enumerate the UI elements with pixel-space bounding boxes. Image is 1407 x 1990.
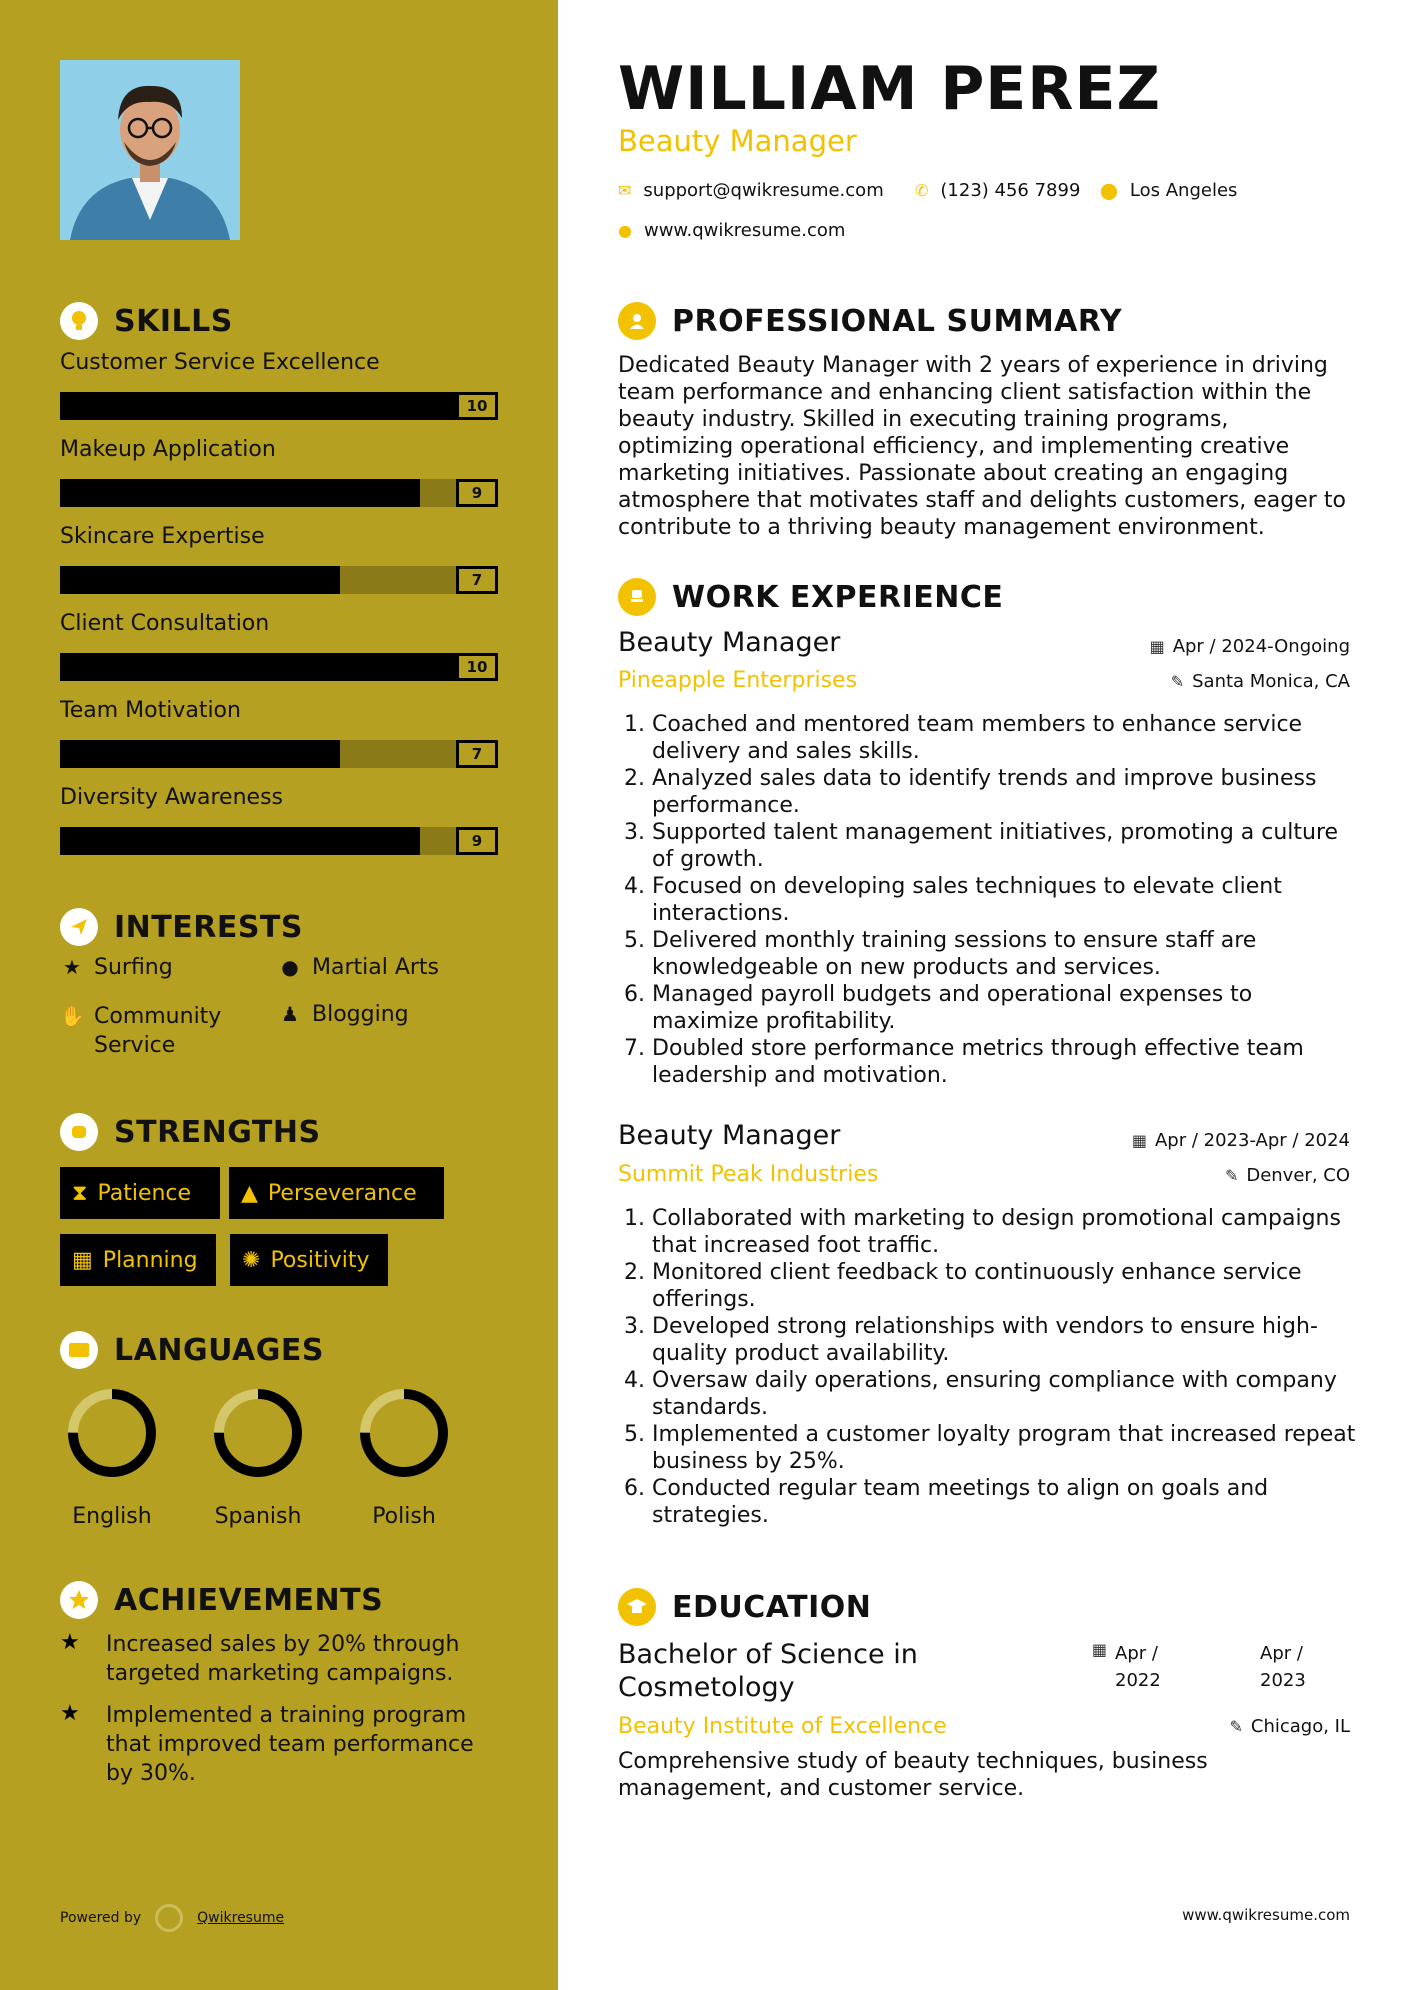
- job-dates-text: Apr / 2023-Apr / 2024: [1154, 1130, 1350, 1151]
- job-bullets: [634, 1205, 1364, 1529]
- email-text: support@qwikresume.com: [643, 180, 884, 201]
- skill-score: 10: [456, 653, 498, 681]
- education-school: Beauty Institute of Excellence: [618, 1714, 947, 1739]
- achievement-item: [60, 1630, 500, 1688]
- education-description: Comprehensive study of beauty techniques, business management, and customer service.: [618, 1749, 1208, 1801]
- paper-plane-icon: [60, 908, 98, 946]
- job-location: [1225, 1165, 1350, 1186]
- contact-location: [1100, 180, 1237, 201]
- strength-badge: [229, 1167, 444, 1219]
- job-title: Beauty Manager: [618, 627, 841, 658]
- skill-bar-fill: [60, 479, 420, 507]
- skill-bar-fill: [60, 392, 460, 420]
- candidate-name: WILLIAM PEREZ: [618, 54, 1161, 124]
- skill-score: 7: [456, 566, 498, 594]
- chair-icon: [618, 578, 656, 616]
- pushpin-icon: ✎: [1224, 1166, 1239, 1185]
- interest-label: Surfing: [94, 955, 173, 980]
- job-location: [1171, 671, 1350, 692]
- achievements-header: [60, 1581, 383, 1619]
- skills-header: [60, 302, 233, 340]
- experience-header: [618, 578, 1003, 616]
- footer-url[interactable]: www.qwikresume.com: [1182, 1906, 1350, 1924]
- education-start: [1092, 1640, 1175, 1694]
- qwikresume-link[interactable]: Qwikresume: [197, 1910, 285, 1926]
- job-dates: [1132, 1130, 1350, 1151]
- strength-label: Perseverance: [267, 1180, 417, 1206]
- education-end: [1260, 1640, 1350, 1694]
- languages-header: [60, 1331, 324, 1369]
- education-end-text: Apr / 2023: [1260, 1643, 1306, 1691]
- interests-header: [60, 908, 303, 946]
- sun-icon: ✺: [242, 1247, 261, 1273]
- job-location-text: Denver, CO: [1246, 1165, 1350, 1186]
- skill-name: Makeup Application: [60, 437, 276, 462]
- skill-bar-fill: [60, 566, 340, 594]
- skills-list: [60, 350, 500, 872]
- star-badge-icon: [60, 1581, 98, 1619]
- map-pin-icon: ⬤: [1100, 181, 1118, 200]
- road-icon: ▲: [241, 1180, 258, 1206]
- candidate-role: Beauty Manager: [618, 124, 857, 158]
- skill-score: 7: [456, 740, 498, 768]
- interest-item: [60, 1002, 250, 1060]
- calendar-icon: ▦: [1091, 1640, 1107, 1659]
- skill-bar: [60, 566, 460, 594]
- skill-bar-fill: [60, 827, 420, 855]
- lightbulb-icon: [60, 302, 98, 340]
- skill-item: [60, 350, 500, 437]
- website-text: www.qwikresume.com: [643, 220, 846, 241]
- calendar-icon: ▦: [1149, 637, 1165, 656]
- skill-score: 9: [456, 827, 498, 855]
- calendar-icon: ▦: [72, 1247, 93, 1273]
- job-location-text: Santa Monica, CA: [1192, 671, 1350, 692]
- pushpin-icon: ✎: [1229, 1717, 1243, 1736]
- id-card-icon: [60, 1331, 98, 1369]
- job-bullet: 2. Monitored client feedback to continuously enhance service offerings.: [652, 1259, 1364, 1313]
- skill-name: Diversity Awareness: [60, 785, 283, 810]
- job-dates: [1150, 636, 1350, 657]
- interest-label: Martial Arts: [312, 955, 440, 980]
- interest-item: [60, 955, 173, 980]
- education-start-text: Apr / 2022: [1115, 1643, 1161, 1691]
- job-company: Summit Peak Industries: [618, 1162, 879, 1187]
- skill-item: [60, 437, 500, 524]
- achievement-text: Increased sales by 20% through targeted marketing campaigns.: [106, 1632, 460, 1686]
- hourglass-icon: ⧗: [72, 1180, 88, 1206]
- globe-icon: ●: [281, 955, 299, 979]
- job-title: Beauty Manager: [618, 1120, 841, 1151]
- strength-badge: [230, 1234, 388, 1286]
- job-company: Pineapple Enterprises: [618, 668, 858, 693]
- main-content: [558, 0, 1407, 1990]
- skill-name: Customer Service Excellence: [60, 350, 380, 375]
- summary-title: PROFESSIONAL SUMMARY: [672, 303, 1123, 339]
- strength-badge: [60, 1167, 220, 1219]
- language-name: English: [72, 1504, 152, 1529]
- fist-icon: [60, 1113, 98, 1151]
- pushpin-icon: ✎: [1170, 672, 1185, 691]
- language-item: [203, 1386, 313, 1529]
- skill-bar: [60, 827, 460, 855]
- interest-item: [278, 955, 439, 980]
- calendar-icon: ▦: [1131, 1131, 1147, 1150]
- job-bullets: [634, 711, 1364, 1089]
- interest-item: [278, 1002, 409, 1027]
- graduation-icon: [618, 1588, 656, 1626]
- summary-text: Dedicated Beauty Manager with 2 years of experience in driving team performance and enhancing client satisfaction within the beauty industry. Skilled in executing training programs, optimizing operational efficiency, and implementing creative marketing initiatives. Passionate about creating an engaging atmosphere that motivates staff and delights customers, eager to contribute to a thriving beauty management environment.: [618, 353, 1346, 540]
- phone-icon: ✆: [915, 181, 929, 200]
- languages-title: LANGUAGES: [114, 1332, 324, 1368]
- strength-badge: [60, 1234, 216, 1286]
- contact-email[interactable]: [618, 180, 884, 201]
- skills-title: SKILLS: [114, 303, 233, 339]
- skill-bar-fill: [60, 740, 340, 768]
- skill-score: 9: [456, 479, 498, 507]
- skill-score: 10: [456, 392, 498, 420]
- job-bullet: 6. Conducted regular team meetings to align on goals and strategies.: [652, 1475, 1364, 1529]
- skill-item: [60, 698, 500, 785]
- achievement-item: [60, 1701, 500, 1788]
- language-item: [349, 1386, 459, 1529]
- skill-bar: [60, 653, 460, 681]
- strengths-header: [60, 1113, 321, 1151]
- skill-name: Client Consultation: [60, 611, 270, 636]
- users-icon: ♟: [281, 1002, 299, 1026]
- achievements-title: ACHIEVEMENTS: [114, 1582, 384, 1618]
- job-bullet: 4. Focused on developing sales techniques to elevate client interactions.: [652, 873, 1364, 927]
- user-icon: [618, 302, 656, 340]
- star-icon: ★: [63, 955, 81, 979]
- globe-icon: ●: [618, 221, 632, 240]
- job-bullet: 4. Oversaw daily operations, ensuring compliance with company standards.: [652, 1367, 1364, 1421]
- education-header: [618, 1588, 871, 1626]
- skill-bar: [60, 740, 460, 768]
- skill-bar: [60, 479, 460, 507]
- job-bullet: 7. Doubled store performance metrics through effective team leadership and motivation.: [652, 1035, 1364, 1089]
- job-bullet: 2. Analyzed sales data to identify trends and improve business performance.: [652, 765, 1364, 819]
- education-degree: Bachelor of Science in Cosmetology: [618, 1639, 918, 1703]
- strength-label: Positivity: [270, 1247, 370, 1273]
- skill-bar-fill: [60, 653, 460, 681]
- profile-photo: [60, 60, 240, 240]
- education-location-text: Chicago, IL: [1250, 1716, 1350, 1737]
- interests-title: INTERESTS: [114, 909, 303, 945]
- qwikresume-logo: [155, 1904, 183, 1932]
- shooting-star-icon: ★: [60, 1630, 80, 1655]
- skill-bar: [60, 392, 460, 420]
- strengths-title: STRENGTHS: [114, 1114, 321, 1150]
- skill-item: [60, 785, 500, 872]
- hand-icon: ✋: [60, 1004, 85, 1028]
- summary-header: [618, 302, 1122, 340]
- skill-item: [60, 611, 500, 698]
- job-bullet: 5. Implemented a customer loyalty program that increased repeat business by 25%.: [652, 1421, 1364, 1475]
- powered-by-label: Powered by: [60, 1910, 142, 1926]
- skill-name: Skincare Expertise: [60, 524, 265, 549]
- language-ring: [65, 1386, 159, 1480]
- job-bullet: 1. Coached and mentored team members to enhance service delivery and sales skills.: [652, 711, 1364, 765]
- language-item: [57, 1386, 167, 1529]
- experience-title: WORK EXPERIENCE: [672, 579, 1004, 615]
- achievement-text: Implemented a training program that improved team performance by 30%.: [106, 1703, 474, 1786]
- contact-website[interactable]: [618, 220, 845, 241]
- job-bullet: 6. Managed payroll budgets and operational expenses to maximize profitability.: [652, 981, 1364, 1035]
- language-ring: [357, 1386, 451, 1480]
- language-name: Polish: [372, 1504, 436, 1529]
- powered-by: [60, 1904, 284, 1932]
- interest-label: Community Service: [94, 1004, 222, 1058]
- language-ring: [211, 1386, 305, 1480]
- job-bullet: 3. Supported talent management initiatives, promoting a culture of growth.: [652, 819, 1364, 873]
- phone-text: (123) 456 7899: [940, 180, 1081, 201]
- job-dates-text: Apr / 2024-Ongoing: [1172, 636, 1350, 657]
- interests-list: [60, 955, 500, 1075]
- strength-label: Patience: [97, 1180, 192, 1206]
- job-bullet: 5. Delivered monthly training sessions to ensure staff are knowledgeable on new products and services.: [652, 927, 1364, 981]
- job-bullet: 3. Developed strong relationships with vendors to ensure high-quality product availability.: [652, 1313, 1364, 1367]
- interest-label: Blogging: [312, 1002, 409, 1027]
- language-name: Spanish: [214, 1504, 302, 1529]
- job-bullet: 1. Collaborated with marketing to design promotional campaigns that increased foot traffic.: [652, 1205, 1364, 1259]
- sidebar: [0, 0, 558, 1990]
- envelope-icon: ✉: [618, 181, 632, 200]
- skill-name: Team Motivation: [60, 698, 241, 723]
- education-location: [1229, 1716, 1350, 1737]
- education-title: EDUCATION: [672, 1589, 872, 1625]
- avatar: [60, 60, 240, 240]
- shooting-star-icon: ★: [60, 1701, 80, 1726]
- location-text: Los Angeles: [1129, 180, 1238, 201]
- contact-phone[interactable]: [915, 180, 1080, 201]
- strength-label: Planning: [102, 1247, 198, 1273]
- skill-item: [60, 524, 500, 611]
